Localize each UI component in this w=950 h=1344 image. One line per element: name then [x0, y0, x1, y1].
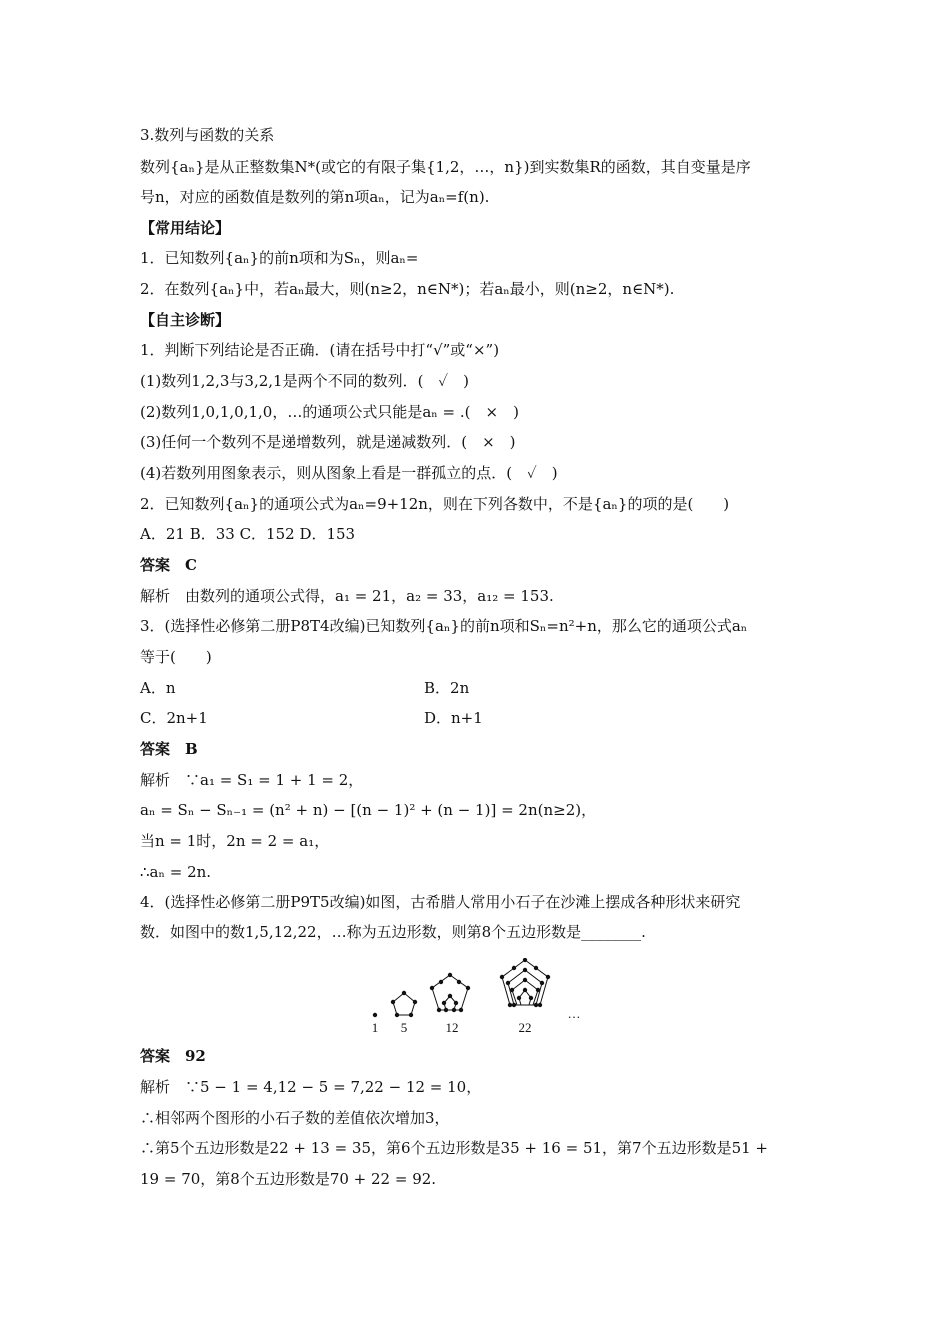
body-line: 数列{aₙ}是从正整数集N*(或它的有限子集{1,2，…，n})到实数集R的函数，其自变量是序 — [140, 158, 751, 176]
body-line: 2．在数列{aₙ}中，若aₙ最大，则(n≥2，n∈N*)；若aₙ最小，则(n≥2，n∈N*). — [140, 280, 675, 298]
figure-label-5: 5 — [400, 1020, 408, 1035]
option-a: A．n — [140, 679, 176, 697]
judgment-item: (2)数列1,0,1,0,1,0，…的通项公式只能是aₙ = .( × ) — [140, 403, 519, 421]
body-line: 1．已知数列{aₙ}的前n项和为Sₙ，则aₙ= — [140, 249, 419, 267]
question-4: 4．(选择性必修第二册P9T5改编)如图，古希腊人常用小石子在沙滩上摆成各种形状来研究 — [140, 893, 741, 911]
analysis-line: 解析 ∵a₁ = S₁ = 1 + 1 = 2， — [140, 771, 364, 789]
analysis-line: ∴相邻两个图形的小石子数的差值依次增加3， — [140, 1109, 450, 1127]
figure-label-1: 1 — [371, 1020, 379, 1035]
answer-label: 答案 B — [140, 740, 198, 758]
figure-ellipsis: … — [567, 1006, 581, 1021]
pentagonal-numbers-figure — [366, 958, 586, 1038]
question-2-options: A．21 B．33 C．152 D．153 — [140, 525, 356, 543]
pentagon-dots-svg — [366, 958, 586, 1038]
options-row — [140, 678, 820, 698]
question-3: 3．(选择性必修第二册P8T4改编)已知数列{aₙ}的前n项和Sₙ=n²+n，那么它的通项公式aₙ — [140, 617, 748, 635]
question-2: 2．已知数列{aₙ}的通项公式为aₙ=9+12n，则在下列各数中，不是{aₙ}的项的是( ) — [140, 495, 730, 513]
judgment-item: (4)若数列用图象表示，则从图象上看是一群孤立的点．( ✓ ) — [140, 464, 558, 482]
question-1: 1．判断下列结论是否正确．(请在括号中打“√”或“×”) — [140, 341, 500, 359]
figure-label-22: 22 — [518, 1020, 532, 1035]
question-4-cont: 数．如图中的数1,5,12,22，…称为五边形数，则第8个五边形数是________. — [140, 923, 646, 941]
analysis-line: aₙ = Sₙ − Sₙ₋₁ = (n² + n) − [(n − 1)² + (n − 1)] = 2n(n≥2)， — [140, 801, 597, 819]
analysis-line: ∴aₙ = 2n. — [140, 863, 212, 881]
body-line: 号n，对应的函数值是数列的第n项aₙ，记为aₙ=f(n). — [140, 188, 490, 206]
figure-label-12: 12 — [445, 1020, 459, 1035]
analysis-line: 当n = 1时，2n = 2 = a₁， — [140, 832, 330, 850]
judgment-item: (1)数列1,2,3与3,2,1是两个不同的数列．( ✓ ) — [140, 372, 469, 390]
options-row — [140, 708, 820, 728]
heading-common-conclusions: 【常用结论】 — [140, 219, 231, 237]
option-c: C．2n+1 — [140, 709, 208, 727]
analysis-line: 19 = 70，第8个五边形数是70 + 22 = 92. — [140, 1170, 437, 1188]
option-d: D．n+1 — [424, 709, 483, 727]
option-b: B．2n — [424, 679, 470, 697]
heading-section-3: 3.数列与函数的关系 — [140, 126, 275, 144]
heading-self-diagnosis: 【自主诊断】 — [140, 311, 231, 329]
answer-label: 答案 92 — [140, 1047, 206, 1065]
analysis-line: 解析 由数列的通项公式得，a₁ = 21，a₂ = 33，a₁₂ = 153. — [140, 587, 554, 605]
question-3-cont: 等于( ) — [140, 648, 212, 666]
judgment-item: (3)任何一个数列不是递增数列，就是递减数列．( × ) — [140, 433, 516, 451]
answer-label: 答案 C — [140, 556, 197, 574]
analysis-line: 解析 ∵5 − 1 = 4,12 − 5 = 7,22 − 12 = 10， — [140, 1078, 482, 1096]
analysis-line: ∴第5个五边形数是22 + 13 = 35，第6个五边形数是35 + 16 = 51，第7个五边形数是51 + — [140, 1139, 768, 1157]
